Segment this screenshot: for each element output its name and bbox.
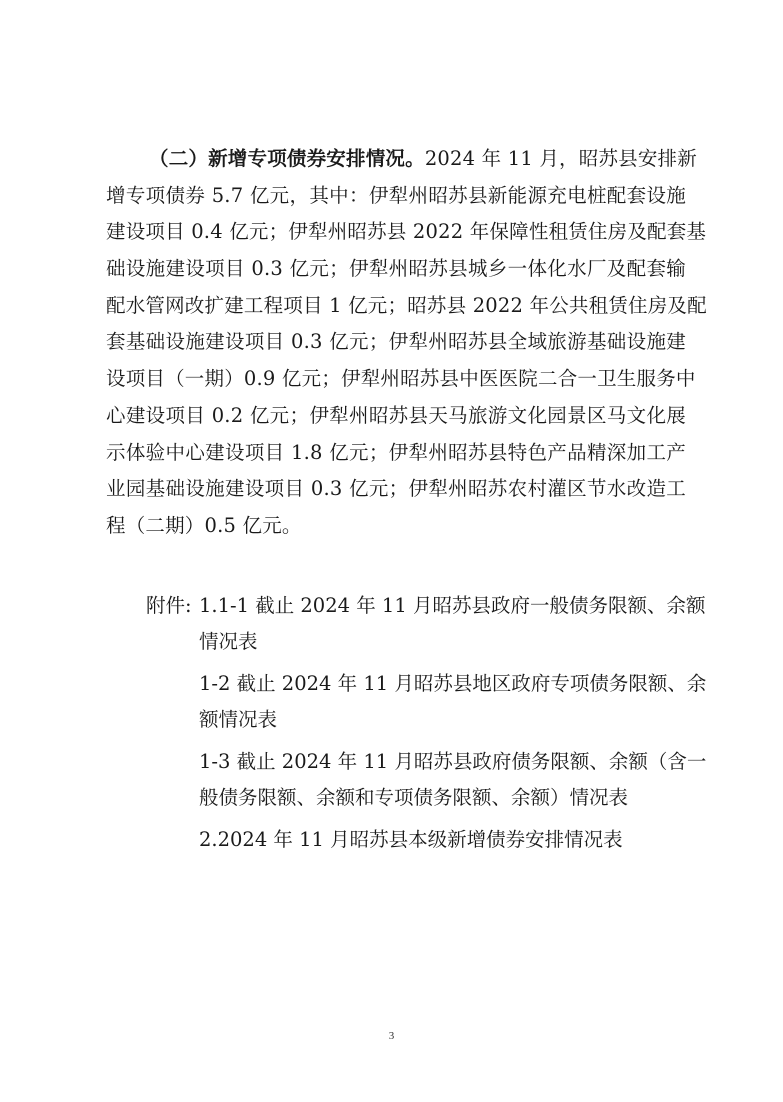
paragraph-text: 2024 年 11 月，昭苏县安排新: [424, 147, 697, 170]
attachment-line: 般债务限额、余额和专项债务限额、余额）情况表: [199, 786, 629, 809]
attachment-item: [199, 666, 707, 738]
attachment-item: [199, 822, 685, 858]
paragraph-line: 增专项债券 5.7 亿元，其中：伊犁州昭苏县新能源充电桩配套设施: [106, 183, 686, 207]
attachment-list: [199, 588, 707, 864]
paragraph-line: 配水管网改扩建工程项目 1 亿元；昭苏县 2022 年公共租赁住房及配: [106, 293, 707, 317]
attachment-line: 1-2 截止 2024 年 11 月昭苏县地区政府专项债务限额、余: [199, 672, 707, 695]
paragraph-line: 套基础设施建设项目 0.3 亿元；伊犁州昭苏县全域旅游基础设施建: [106, 330, 686, 354]
attachment-item: [199, 588, 706, 660]
paragraph-line: 程（二期）0.5 亿元。: [106, 513, 302, 537]
new-special-bond-section: [106, 141, 707, 545]
page-number: 3: [388, 1030, 395, 1042]
paragraph-line: 设项目（一期）0.9 亿元；伊犁州昭苏县中医医院二合一卫生服务中: [106, 367, 696, 391]
paragraph-line: 建设项目 0.4 亿元；伊犁州昭苏县 2022 年保障性租赁住房及配套基: [106, 220, 707, 244]
paragraph-line: 心建设项目 0.2 亿元；伊犁州昭苏县天马旅游文化园景区马文化展: [106, 403, 686, 427]
paragraph-line: 础设施建设项目 0.3 亿元；伊犁州昭苏县城乡一体化水厂及配套输: [106, 257, 686, 281]
attachment-item: [199, 744, 707, 816]
attachment-line: 额情况表: [199, 708, 278, 731]
paragraph-line: [106, 141, 697, 178]
paragraph-line: 示体验中心建设项目 1.8 亿元；伊犁州昭苏县特色产品精深加工产: [106, 440, 686, 464]
attachment-line: 1.1-1 截止 2024 年 11 月昭苏县政府一般债务限额、余额: [199, 594, 706, 617]
attachment-line: 情况表: [199, 630, 258, 653]
attachment-line: 1-3 截止 2024 年 11 月昭苏县政府债务限额、余额（含一: [199, 750, 707, 773]
section-heading: （二）新增专项债券安排情况。: [149, 147, 425, 170]
paragraph-line: 业园基础设施建设项目 0.3 亿元；伊犁州昭苏农村灌区节水改造工: [106, 477, 686, 501]
attachment-line: 2.2024 年 11 月昭苏县本级新增债券安排情况表: [199, 828, 623, 851]
attachments-label: 附件:: [146, 594, 192, 617]
